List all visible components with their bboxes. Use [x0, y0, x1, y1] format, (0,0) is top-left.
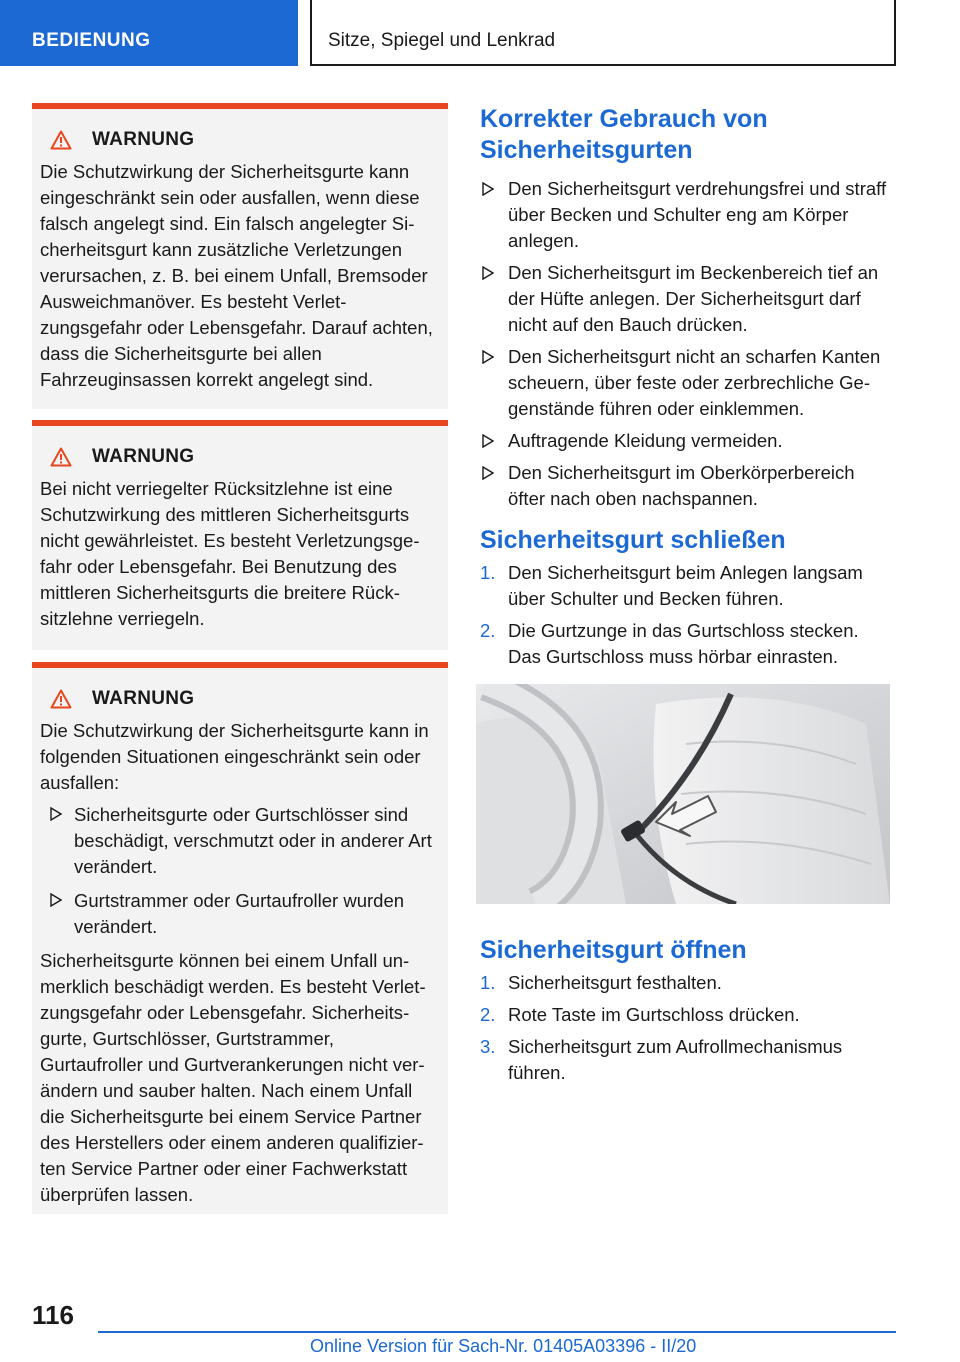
- warning-list: [40, 802, 438, 940]
- warning-triangle-icon: [50, 447, 72, 467]
- warning-box-3: [32, 662, 448, 1214]
- chapter-tab: [310, 0, 896, 66]
- warning-box-1: [32, 103, 448, 409]
- section-close: [480, 525, 896, 676]
- section-open: [480, 935, 896, 1092]
- list-item: Den Sicherheitsgurt verdrehungsfrei und straff über Becken und Schulter eng am Körper anlegen.: [480, 176, 896, 254]
- page-number: 116: [32, 1300, 74, 1330]
- warning-text: Die Schutzwirkung der Sicherheitsgurte kann eingeschränkt sein oder ausfallen, wenn diese falsch angelegt sind. Ein falsch angelegter Sicherheitsgurt kann zusätzliche Verletzungen verursachen, z. B. bei einem Unfall, Bremsoder Ausweichmanöver. Es besteht Verletzungsgefahr oder Lebensgefahr. Darauf achten, dass die Sicherheitsgurte bei allen Fahrzeuginsassen korrekt angelegt sind.: [40, 161, 433, 390]
- section-tab: [0, 0, 298, 66]
- list-item: Den Sicherheitsgurt im Beckenbereich tief an der Hüfte anlegen. Der Sicherheitsgurt darf nicht auf den Bauch drücken.: [480, 260, 896, 338]
- warning-intro: Die Schutzwirkung der Sicherheitsgurte kann in folgenden Situationen eingeschränkt sein oder ausfallen:: [40, 720, 429, 793]
- warning-text: Bei nicht verriegelter Rücksitzlehne ist eine Schutzwirkung des mittleren Sicherheitsgurts nicht gewährleistet. Es besteht Verletzungsgefahr oder Lebensgefahr. Bei Benutzung des mittleren Sicherheitsgurts die breitere Rücksitzlehne verriegeln.: [40, 478, 420, 629]
- list-item: 1. Den Sicherheitsgurt beim Anlegen langsam über Schulter und Becken führen.: [480, 562, 863, 609]
- bullet-triangle-icon: [482, 350, 494, 364]
- list-item: Den Sicherheitsgurt im Oberkörperbereich öfter nach oben nachspannen.: [480, 460, 896, 512]
- bullet-triangle-icon: [482, 434, 494, 448]
- bullet-triangle-icon: [482, 182, 494, 196]
- numbered-list: [480, 560, 896, 670]
- section-correct-use: [480, 104, 896, 518]
- bullet-triangle-icon: [482, 266, 494, 280]
- footer-version: Online Version für Sach-Nr. 01405A03396 - II/20: [310, 1336, 697, 1356]
- section-title: BEDIENUNG: [32, 30, 151, 51]
- warning-box-2: [32, 420, 448, 650]
- bullet-triangle-icon: [50, 807, 62, 821]
- seatbelt-buckle-photo: [476, 684, 890, 904]
- bullet-triangle-icon: [482, 466, 494, 480]
- section-heading: Sicherheitsgurt öffnen: [480, 936, 747, 964]
- list-item: Gurtstrammer oder Gurtaufroller wurden verändert.: [40, 888, 438, 940]
- list-item: Sicherheitsgurte oder Gurtschlösser sind beschädigt, verschmutzt oder in anderer Art verändert.: [40, 802, 438, 880]
- list-item: 3. Sicherheitsgurt zum Aufrollmechanismus führen.: [480, 1036, 843, 1083]
- list-item: 1. Sicherheitsgurt festhalten.: [480, 972, 722, 993]
- list-item: Auftragende Kleidung vermeiden.: [480, 428, 896, 454]
- warning-triangle-icon: [50, 130, 72, 150]
- warning-title: WARNUNG: [92, 446, 195, 467]
- warning-title: WARNUNG: [92, 688, 195, 709]
- warning-title: WARNUNG: [92, 129, 195, 150]
- bullet-triangle-icon: [50, 893, 62, 907]
- list-item: 2. Rote Taste im Gurtschloss drücken.: [480, 1004, 800, 1025]
- section-heading: Sicherheitsgurt schließen: [480, 526, 786, 554]
- footer-divider: [98, 1331, 896, 1333]
- numbered-list: [480, 970, 896, 1086]
- chapter-title: Sitze, Spiegel und Lenkrad: [328, 30, 556, 51]
- list-item: Den Sicherheitsgurt nicht an scharfen Kanten scheuern, über feste oder zerbrechliche Gegenstände führen oder einklemmen.: [480, 344, 896, 422]
- bullet-list: [480, 176, 896, 512]
- section-heading: Korrekter Gebrauch von Sicherheitsgurten: [480, 105, 768, 164]
- warning-triangle-icon: [50, 689, 72, 709]
- warning-outro: Sicherheitsgurte können bei einem Unfall unmerklich beschädigt werden. Es besteht Verletzungsgefahr oder Lebensgefahr. Sicherheitsgurte, Gurtschlösser, Gurtstrammer, Gurtaufroller und Gurtverankerungen nicht verändern und sauber halten. Nach einem Unfall die Sicherheitsgurte bei einem Service Partner des Herstellers oder einem anderen qualifizierten Service Partner oder einer Fachwerkstatt überprüfen lassen.: [40, 950, 426, 1205]
- list-item: 2. Die Gurtzunge in das Gurtschloss stecken. Das Gurtschloss muss hörbar einrasten.: [480, 620, 859, 667]
